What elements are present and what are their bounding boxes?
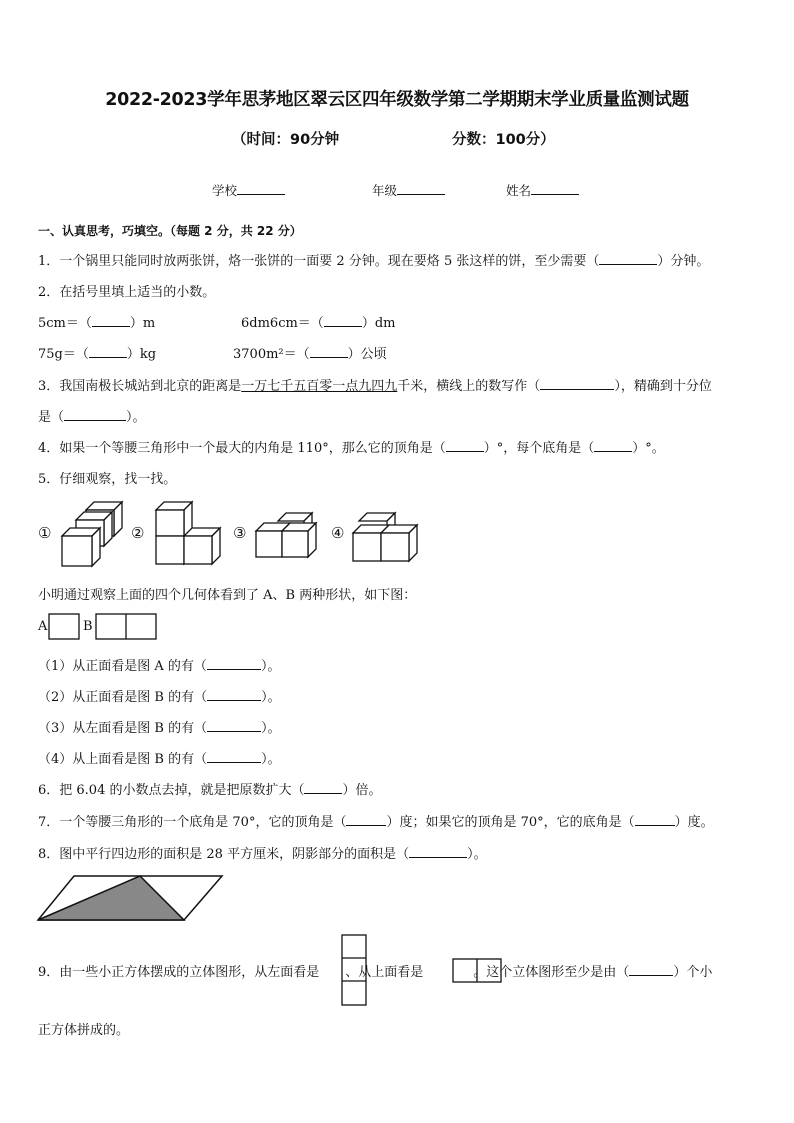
q5-sub-4-blank[interactable] bbox=[207, 751, 261, 763]
q5-sub-3-blank[interactable] bbox=[207, 720, 261, 732]
name-label: 姓名 bbox=[506, 183, 532, 198]
q2-b-blank[interactable] bbox=[324, 315, 362, 327]
figure-4-label: ④ bbox=[331, 524, 345, 542]
grade-label: 年级 bbox=[372, 183, 398, 198]
question-3: 3．我国南极长城站到北京的距离是一万七千五百零一点九四九千米，横线上的数写作（ ），精确到十分位 bbox=[38, 379, 712, 394]
question-9-line2: 正方体拼成的。 bbox=[38, 1023, 130, 1038]
q1-answer-blank[interactable] bbox=[599, 253, 657, 265]
shape-a-square bbox=[48, 613, 82, 641]
q2-a-blank[interactable] bbox=[92, 315, 130, 327]
q8-answer-blank[interactable] bbox=[409, 846, 467, 858]
q7-base-blank[interactable] bbox=[635, 814, 675, 826]
question-7: 7．一个等腰三角形的一个底角是 70°，它的顶角是（ ）度；如果它的顶角是 70°，它的底角是（ ）度。 bbox=[38, 815, 714, 830]
q2-item-b: 6dm6cm＝（ ）dm bbox=[241, 316, 396, 331]
exam-score: 分数：100分） bbox=[452, 132, 555, 148]
figure-2-label: ② bbox=[131, 524, 145, 542]
q2-c-blank[interactable] bbox=[89, 346, 127, 358]
school-label: 学校 bbox=[212, 183, 238, 198]
school-field[interactable] bbox=[212, 181, 285, 199]
q5-description: 小明通过观察上面的四个几何体看到了 A、B 两种形状，如下图： bbox=[38, 588, 417, 603]
q5-sub-2: （2）从正面看是图 B 的有（ ）。 bbox=[38, 690, 281, 705]
grade-field[interactable] bbox=[372, 181, 445, 199]
question-1 bbox=[38, 250, 709, 269]
name-field[interactable] bbox=[506, 181, 579, 199]
question-9: 9．由一些小正方体摆成的立体图形，从左面看是 、从上面看是 。这个立体图形至少是由（ ）个小 bbox=[38, 965, 713, 980]
exam-time: （时间：90分钟 bbox=[232, 132, 340, 148]
q5-sub-3: （3）从左面看是图 B 的有（ ）。 bbox=[38, 721, 281, 736]
q3-underlined-number: 一万七千五百零一点九四九 bbox=[241, 379, 398, 394]
left-view-figure bbox=[341, 934, 369, 1008]
question-2: 2．在括号里填上适当的小数。 bbox=[38, 285, 216, 300]
page-title: 2022-2023学年思茅地区翠云区四年级数学第二学期期末学业质量监测试题 bbox=[105, 90, 689, 110]
school-blank[interactable] bbox=[237, 182, 285, 195]
question-3-line2: 是（ ）。 bbox=[38, 410, 146, 425]
q7-apex-blank[interactable] bbox=[346, 814, 386, 826]
q2-d-blank[interactable] bbox=[310, 346, 348, 358]
q4-base-blank[interactable] bbox=[594, 440, 632, 452]
q5-sub-1: （1）从正面看是图 A 的有（ ）。 bbox=[38, 659, 281, 674]
shape-a-label: A bbox=[38, 619, 48, 634]
q9-answer-blank[interactable] bbox=[629, 964, 673, 976]
shape-b-label: B bbox=[83, 619, 93, 634]
question-4: 4．如果一个等腰三角形中一个最大的内角是 110°，那么它的顶角是（ ）°，每个底角是（ ）°。 bbox=[38, 441, 665, 456]
q6-answer-blank[interactable] bbox=[304, 782, 342, 794]
q4-apex-blank[interactable] bbox=[446, 440, 484, 452]
question-5: 5．仔细观察，找一找。 bbox=[38, 472, 177, 487]
q3-rounded-blank[interactable] bbox=[64, 409, 126, 421]
q2-item-a: 5cm＝（ ）m bbox=[38, 316, 156, 331]
q1-text-end: ）分钟。 bbox=[657, 254, 710, 269]
grade-blank[interactable] bbox=[397, 182, 445, 195]
section-heading: 一、认真思考，巧填空。（每题 2 分，共 22 分） bbox=[38, 224, 302, 238]
cube-figure-1 bbox=[56, 498, 132, 570]
cube-figure-4 bbox=[349, 505, 429, 567]
q5-sub-1-blank[interactable] bbox=[207, 658, 261, 670]
shape-b-rectangle bbox=[95, 613, 159, 641]
figure-1-label: ① bbox=[38, 524, 52, 542]
name-blank[interactable] bbox=[531, 182, 579, 195]
q2-item-d: 3700m²＝（ ）公顷 bbox=[233, 347, 387, 362]
cube-figure-2 bbox=[150, 498, 230, 570]
q3-written-blank[interactable] bbox=[540, 378, 614, 390]
q5-sub-2-blank[interactable] bbox=[207, 689, 261, 701]
question-6: 6．把 6.04 的小数点去掉，就是把原数扩大（ ）倍。 bbox=[38, 783, 382, 798]
parallelogram-figure bbox=[36, 874, 226, 924]
top-view-figure bbox=[452, 958, 504, 984]
figure-3-label: ③ bbox=[233, 524, 247, 542]
cube-figure-3 bbox=[250, 505, 330, 567]
question-8: 8．图中平行四边形的面积是 28 平方厘米，阴影部分的面积是（ ）。 bbox=[38, 847, 487, 862]
q5-sub-4: （4）从上面看是图 B 的有（ ）。 bbox=[38, 752, 281, 767]
q2-item-c: 75g＝（ ）kg bbox=[38, 347, 157, 362]
q1-text: 1．一个锅里只能同时放两张饼，烙一张饼的一面要 2 分钟。现在要烙 5 张这样的饼，至少需要（ bbox=[38, 254, 600, 269]
